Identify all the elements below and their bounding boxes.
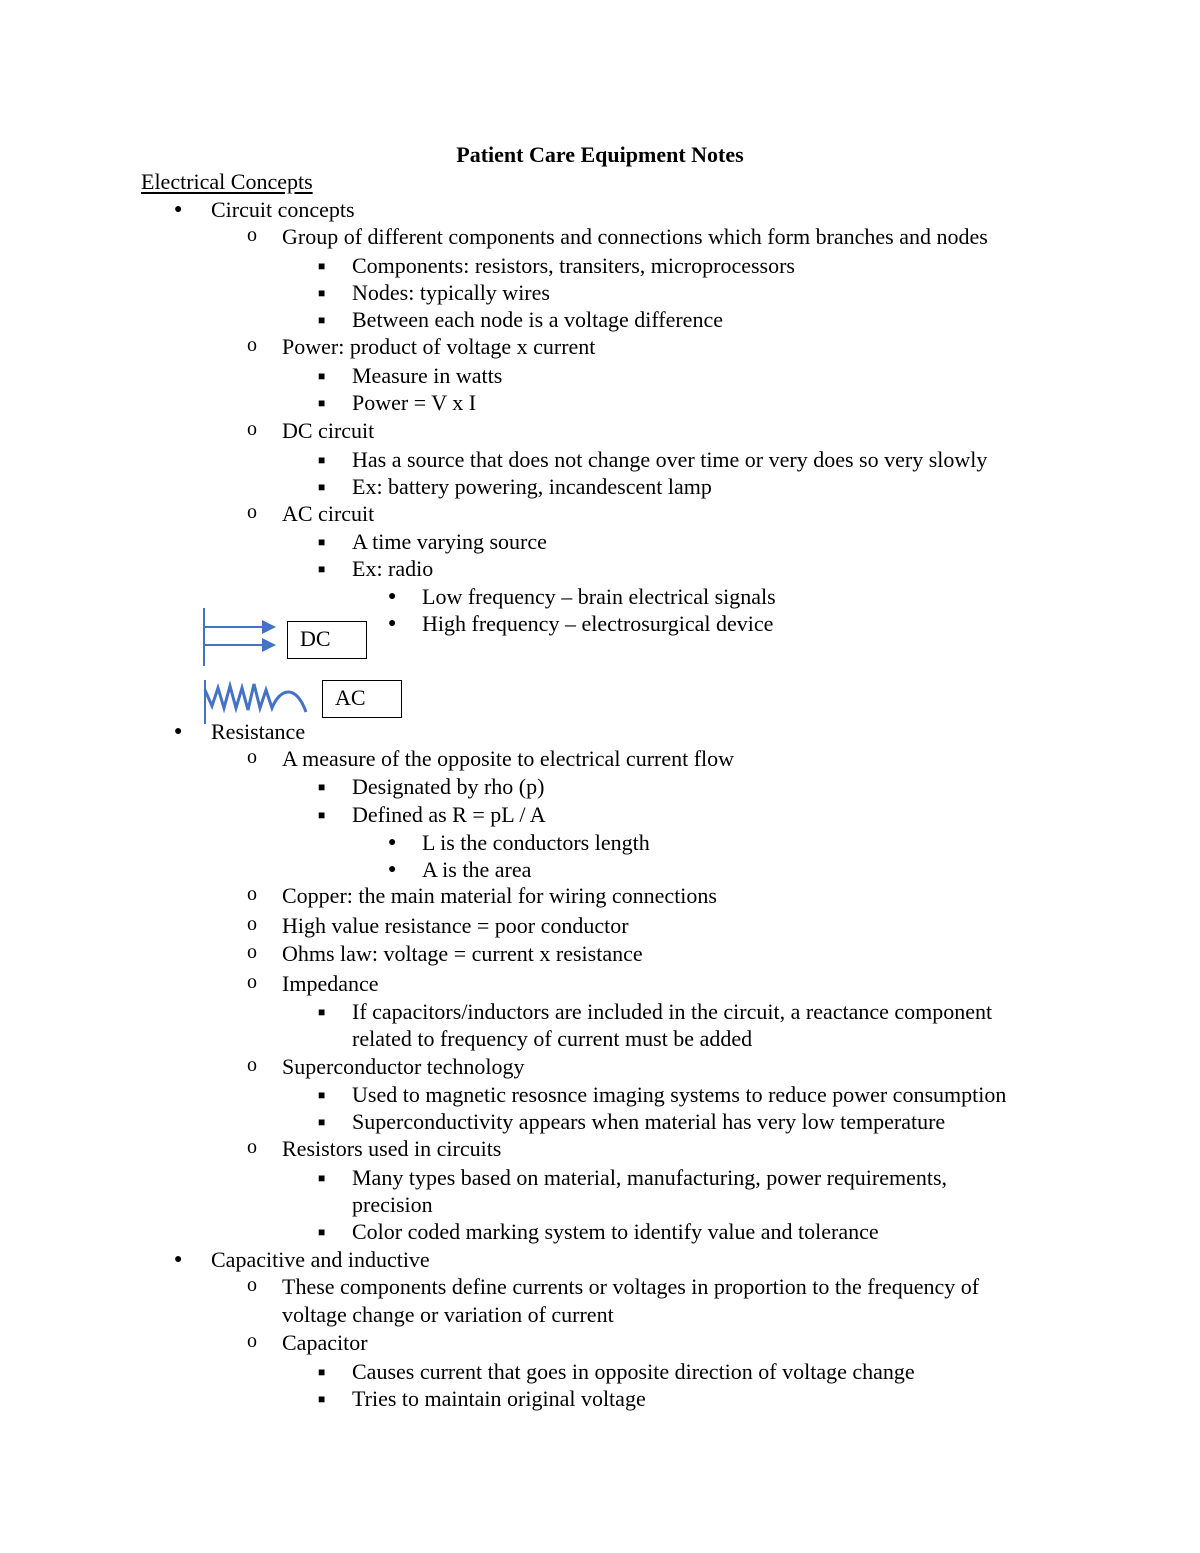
document-title: Patient Care Equipment Notes (456, 142, 744, 167)
bullet-marker: ■ (318, 562, 326, 576)
outline-line-level-2: Resistors used in circuits (282, 1136, 502, 1161)
dc-arrowhead-bottom (262, 638, 276, 652)
bullet-marker: ● (174, 1252, 183, 1267)
bullet-marker: o (247, 971, 257, 993)
outline-line-level-3: A time varying source (352, 529, 547, 554)
outline-line-level-4: L is the conductors length (422, 830, 650, 855)
outline-line-level-1: Resistance (211, 719, 306, 744)
outline-line-level-2: These components define currents or voltages in proportion to the frequency of (282, 1274, 980, 1299)
bullet-marker: o (247, 1274, 257, 1296)
bullet-marker: o (247, 746, 257, 768)
bullet-marker: o (247, 224, 257, 246)
outline-line-level-3: If capacitors/inductors are included in the circuit, a reactance component (352, 999, 993, 1024)
outline-line-level-3: Has a source that does not change over time or very does so very slowly (352, 447, 988, 472)
outline-line-level-3: Superconductivity appears when material has very low temperature (352, 1109, 946, 1134)
outline-line-level-4: A is the area (422, 857, 532, 882)
outline-line-level-3: related to frequency of current must be added (352, 1026, 753, 1051)
ac-label-box: AC (322, 680, 402, 718)
outline-line-level-3: Many types based on material, manufacturing, power requirements, (352, 1165, 948, 1190)
outline-line-level-3: Defined as R = pL / A (352, 802, 546, 827)
outline-line-level-2: AC circuit (282, 501, 375, 526)
outline-line-level-2: High value resistance = poor conductor (282, 913, 629, 938)
bullet-marker: ■ (318, 1005, 326, 1019)
bullet-marker: ■ (318, 1171, 326, 1185)
bullet-marker: ■ (318, 808, 326, 822)
bullet-marker: ■ (318, 396, 326, 410)
outline-line-level-3: Nodes: typically wires (352, 280, 550, 305)
bullet-marker: ■ (318, 369, 326, 383)
bullet-marker: ■ (318, 480, 326, 494)
outline-line-level-2: Power: product of voltage x current (282, 334, 596, 359)
outline-line-level-4: High frequency – electrosurgical device (422, 611, 774, 636)
bullet-marker: o (247, 501, 257, 523)
outline-line-level-3: Components: resistors, transiters, microprocessors (352, 253, 795, 278)
outline-line-level-3: Causes current that goes in opposite direction of voltage change (352, 1359, 915, 1384)
outline-line-level-2: Group of different components and connections which form branches and nodes (282, 224, 988, 249)
bullet-marker: ● (174, 202, 183, 217)
bullet-marker: ■ (318, 453, 326, 467)
bullet-marker: o (247, 883, 257, 905)
outline-line-level-3: Power = V x I (352, 390, 477, 415)
bullet-marker: ● (388, 589, 397, 604)
bullet-marker: o (247, 1136, 257, 1158)
bullet-marker: o (247, 913, 257, 935)
bullet-marker: ■ (318, 1088, 326, 1102)
outline-line-level-3: Between each node is a voltage difference (352, 307, 723, 332)
outline-line-level-3: Measure in watts (352, 363, 503, 388)
outline-line-level-4: Low frequency – brain electrical signals (422, 584, 776, 609)
bullet-marker: o (247, 418, 257, 440)
bullet-marker: o (247, 1330, 257, 1352)
outline-line-level-2: Ohms law: voltage = current x resistance (282, 941, 643, 966)
outline-line-level-2: DC circuit (282, 418, 375, 443)
section-heading: Electrical Concepts (141, 169, 313, 194)
outline-line-level-2: Impedance (282, 971, 379, 996)
dc-arrowhead-top (262, 620, 276, 634)
bullet-marker: ■ (318, 1392, 326, 1406)
bullet-marker: ■ (318, 286, 326, 300)
ac-wave-line (205, 684, 306, 712)
bullet-marker: ■ (318, 1365, 326, 1379)
bullet-marker: ■ (318, 535, 326, 549)
bullet-marker: o (247, 1054, 257, 1076)
bullet-marker: o (247, 941, 257, 963)
outline-line-level-2: Capacitor (282, 1330, 368, 1355)
dc-label-box: DC (287, 621, 367, 659)
outline-line-level-3: precision (352, 1192, 433, 1217)
bullet-marker: ● (388, 862, 397, 877)
outline-line-level-1: Circuit concepts (211, 197, 355, 222)
outline-line-level-3: Designated by rho (p) (352, 774, 545, 799)
bullet-marker: ■ (318, 259, 326, 273)
outline-line-level-3: Tries to maintain original voltage (352, 1386, 646, 1411)
outline-line-level-3: Used to magnetic resosnce imaging systems to reduce power consumption (352, 1082, 1007, 1107)
outline-line-level-3: Color coded marking system to identify value and tolerance (352, 1219, 879, 1244)
outline-line-level-1: Capacitive and inductive (211, 1247, 430, 1272)
bullet-marker: ● (174, 724, 183, 739)
outline-line-level-2: Superconductor technology (282, 1054, 525, 1079)
bullet-marker: o (247, 334, 257, 356)
outline-line-level-3: Ex: battery powering, incandescent lamp (352, 474, 712, 499)
outline-line-level-2: voltage change or variation of current (282, 1302, 614, 1327)
outline-line-level-2: Copper: the main material for wiring connections (282, 883, 717, 908)
bullet-marker: ■ (318, 1225, 326, 1239)
outline-line-level-2: A measure of the opposite to electrical current flow (282, 746, 735, 771)
bullet-marker: ■ (318, 780, 326, 794)
bullet-marker: ● (388, 835, 397, 850)
outline-line-level-3: Ex: radio (352, 556, 434, 581)
bullet-marker: ■ (318, 313, 326, 327)
bullet-marker: ■ (318, 1115, 326, 1129)
bullet-marker: ● (388, 616, 397, 631)
